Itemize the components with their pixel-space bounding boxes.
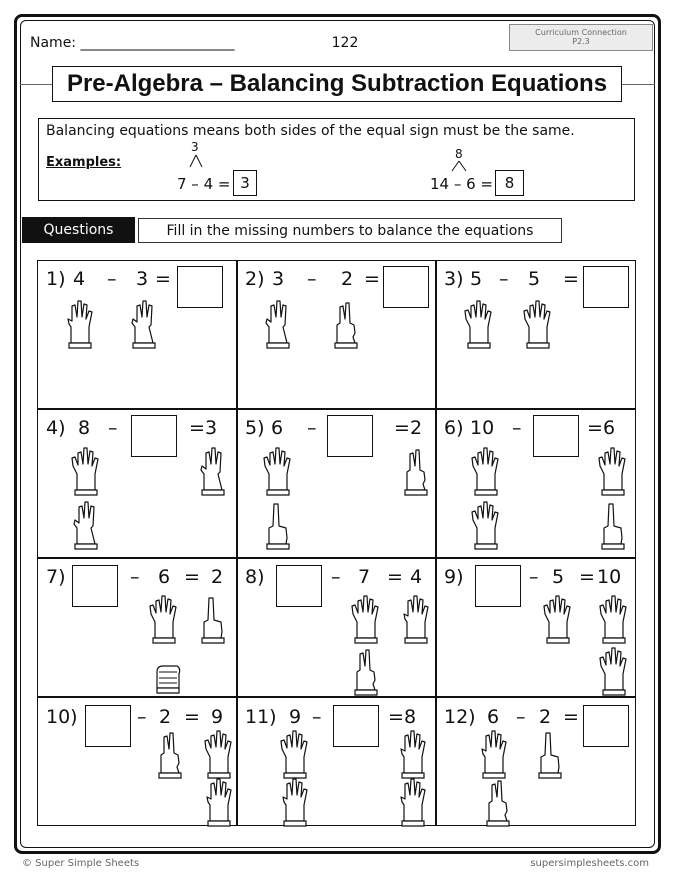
problem-number: 3) (444, 268, 464, 290)
answer-box[interactable] (383, 266, 429, 308)
problem-operand-b: 7 (358, 566, 371, 588)
problem-result: 4 (410, 566, 423, 588)
answer-box[interactable] (333, 705, 379, 747)
problem-operator: – (331, 566, 341, 588)
hand-five-icon (594, 592, 634, 644)
grid-divider (37, 408, 636, 410)
problem-number: 7) (46, 566, 66, 588)
problem-result: 2 (211, 566, 224, 588)
hand-five-icon (199, 727, 239, 779)
problem-operand-b: 5 (552, 566, 565, 588)
hand-two-icon (150, 727, 190, 779)
questions-label: Questions (22, 217, 135, 243)
hand-five-icon (258, 444, 298, 496)
problem-operator: – (107, 268, 117, 290)
example-2-branch-icon (449, 160, 469, 172)
problem-result: 2 (410, 417, 423, 439)
problem-equals: = (189, 417, 205, 439)
problem-equals: = (184, 566, 200, 588)
example-1-answer-box: 3 (233, 170, 257, 196)
problem-operator: – (307, 417, 317, 439)
example-2-answer-box: 8 (495, 170, 524, 196)
problem-operator: – (312, 706, 322, 728)
hand-fist-icon (148, 642, 188, 694)
problem-result: 8 (404, 706, 417, 728)
example-1-expression: 7 – 4 = (177, 175, 231, 193)
hand-five-icon (466, 444, 506, 496)
hand-one-icon (593, 498, 633, 550)
problem-equals: = (587, 417, 603, 439)
problem-result: 6 (603, 417, 616, 439)
problem-equals: = (155, 268, 171, 290)
problem-equals: = (387, 566, 403, 588)
hand-two-icon (396, 444, 436, 496)
grid-divider (435, 260, 437, 826)
hand-four-icon (60, 297, 100, 349)
problem-operand-a: 5 (470, 268, 483, 290)
answer-box[interactable] (583, 266, 629, 308)
answer-box[interactable] (583, 705, 629, 747)
hand-two-icon (326, 297, 366, 349)
problem-number: 2) (245, 268, 265, 290)
hand-five-icon (459, 297, 499, 349)
hand-three-icon (66, 498, 106, 550)
problem-result: 10 (597, 566, 622, 588)
hand-one-icon (193, 592, 233, 644)
answer-box[interactable] (276, 565, 322, 607)
problem-number: 8) (245, 566, 265, 588)
problem-number: 6) (444, 417, 464, 439)
footer-copyright: © Super Simple Sheets (22, 858, 140, 869)
problem-number: 12) (444, 706, 476, 728)
problem-number: 9) (444, 566, 464, 588)
examples-description: Balancing equations means both sides of the equal sign must be the same. (46, 123, 575, 139)
problem-operator: – (529, 566, 539, 588)
hand-one-icon (258, 498, 298, 550)
page-number: 122 (331, 35, 359, 51)
hand-four-icon (393, 775, 433, 827)
answer-box[interactable] (475, 565, 521, 607)
problem-operand-b: 5 (528, 268, 541, 290)
hand-one-icon (530, 727, 570, 779)
problem-operand-a: 9 (289, 706, 302, 728)
answer-box[interactable] (327, 415, 373, 457)
hand-three-icon (193, 444, 233, 496)
hand-two-icon (346, 644, 386, 696)
problem-operand-a: 6 (487, 706, 500, 728)
hand-five-icon (593, 444, 633, 496)
example-1-top-number: 3 (191, 140, 199, 154)
hand-five-icon (144, 592, 184, 644)
problem-operand-a: 4 (73, 268, 86, 290)
problem-operator: – (108, 417, 118, 439)
answer-box[interactable] (131, 415, 177, 457)
problem-equals: = (563, 706, 579, 728)
hand-three-icon (258, 297, 298, 349)
problem-operator: – (512, 417, 522, 439)
hand-four-icon (396, 592, 436, 644)
problem-number: 1) (46, 268, 66, 290)
problem-operand-b: 6 (158, 566, 171, 588)
hand-five-icon (594, 644, 634, 696)
problem-result: 9 (211, 706, 224, 728)
example-2-expression: 14 – 6 = (430, 175, 494, 193)
hand-two-icon (478, 775, 518, 827)
hand-four-icon (393, 727, 433, 779)
answer-box[interactable] (72, 565, 118, 607)
hand-four-icon (199, 775, 239, 827)
problem-number: 11) (245, 706, 277, 728)
questions-instruction: Fill in the missing numbers to balance the equations (138, 218, 562, 243)
problem-number: 5) (245, 417, 265, 439)
hand-four-icon (275, 775, 315, 827)
problem-operand-a: 3 (272, 268, 285, 290)
example-2-top-number: 8 (455, 147, 463, 161)
problem-operator: – (130, 566, 140, 588)
answer-box[interactable] (533, 415, 579, 457)
examples-label: Examples: (46, 155, 122, 170)
hand-five-icon (66, 444, 106, 496)
page-title: Pre-Algebra – Balancing Subtraction Equations (52, 66, 622, 102)
name-field[interactable]: Name: ______________________ (30, 35, 235, 51)
problem-equals: = (394, 417, 410, 439)
problem-operator: – (499, 268, 509, 290)
problem-operand-b: 2 (159, 706, 172, 728)
problem-equals: = (364, 268, 380, 290)
hand-five-icon (518, 297, 558, 349)
hand-three-icon (124, 297, 164, 349)
hand-five-icon (346, 592, 386, 644)
curriculum-line-2: P2.3 (572, 37, 590, 46)
problem-number: 10) (46, 706, 78, 728)
problem-equals: = (563, 268, 579, 290)
problem-operand-a: 6 (271, 417, 284, 439)
grid-divider (37, 557, 636, 559)
answer-box[interactable] (85, 705, 131, 747)
hand-five-icon (275, 727, 315, 779)
problem-operand-b: 2 (539, 706, 552, 728)
hand-five-icon (538, 592, 578, 644)
answer-box[interactable] (177, 266, 223, 308)
problem-operand-a: 10 (470, 417, 495, 439)
problem-operator: – (516, 706, 526, 728)
problem-number: 4) (46, 417, 66, 439)
problem-operand-b: 3 (136, 268, 149, 290)
problem-equals: = (388, 706, 404, 728)
curriculum-line-1: Curriculum Connection (535, 28, 627, 37)
problem-operand-a: 8 (78, 417, 91, 439)
problem-operand-b: 2 (341, 268, 354, 290)
problem-operator: – (307, 268, 317, 290)
problem-equals: = (184, 706, 200, 728)
problem-equals: = (579, 566, 595, 588)
hand-four-icon (474, 727, 514, 779)
curriculum-connection-box (509, 24, 653, 51)
problem-operator: – (137, 706, 147, 728)
hand-five-icon (466, 498, 506, 550)
example-1-branch-icon (188, 154, 204, 168)
problem-result: 3 (205, 417, 218, 439)
grid-divider (37, 696, 636, 698)
footer-website[interactable]: supersimplesheets.com (530, 858, 649, 869)
